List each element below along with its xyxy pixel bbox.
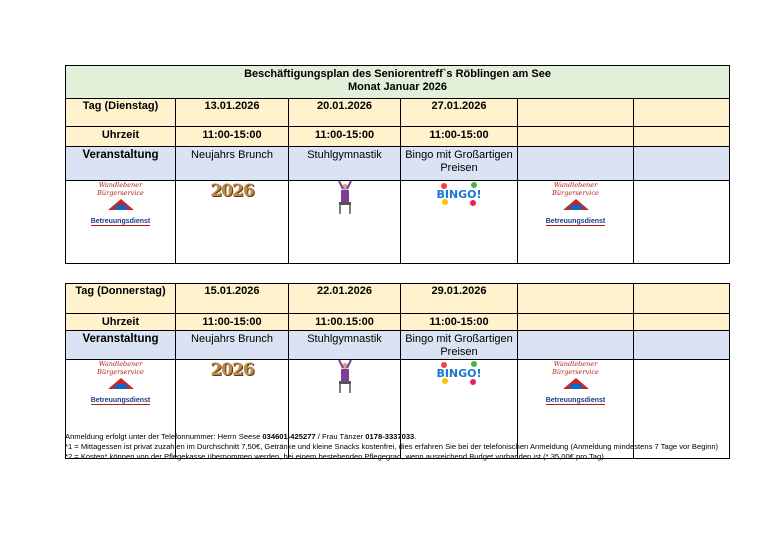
logo-cell	[66, 181, 176, 264]
date-cell: 15.01.2026	[176, 284, 289, 314]
empty-cell	[518, 314, 634, 331]
year-image-cell	[176, 181, 289, 264]
schedule-table-tuesday	[65, 65, 730, 264]
time-cell: 11:00-15:00	[401, 314, 518, 331]
empty-cell	[518, 147, 634, 181]
date-cell: 22.01.2026	[289, 284, 401, 314]
phone-seese: 034601-425277	[262, 432, 316, 441]
house-icon	[561, 376, 591, 390]
bingo-image-cell	[401, 181, 518, 264]
empty-cell	[634, 284, 730, 314]
footnote-2: *2 = Kosten* können von der Pflegekasse übernommen werden, bei einem bestehenden Pflegegrad, wenn ausreichend Budget vorhanden ist (* 35,00€ pro Tag).	[65, 452, 606, 461]
event-label: Veranstaltung	[66, 147, 176, 181]
day-label: Tag (Donnerstag)	[66, 284, 176, 314]
date-cell: 27.01.2026	[401, 99, 518, 127]
empty-cell	[634, 331, 730, 360]
bingo-text: BINGO!	[436, 188, 482, 201]
chair-gymnastics-icon	[335, 181, 355, 215]
logo-cell	[518, 181, 634, 264]
date-cell: 29.01.2026	[401, 284, 518, 314]
phone-taenzer: 0178-3337033	[365, 432, 415, 441]
title-line-1: Beschäftigungsplan des Seniorentreff`s Röblingen am See	[244, 68, 551, 80]
event-cell: Neujahrs Brunch	[176, 147, 289, 181]
house-icon	[106, 197, 136, 211]
footnote-1: *1 = Mittagessen ist privat zuzahlen im Durchschnitt 7,50€, Getränke und kleine Snacks kostenfrei, dies erfahren Sie bei der telefonischen Anmeldung (Anmeldung mindestens 7 Tage vor Beginn)	[65, 442, 719, 451]
time-cell: 11:00-15:00	[401, 127, 518, 147]
time-label: Uhrzeit	[66, 127, 176, 147]
empty-cell	[518, 127, 634, 147]
buergerservice-logo: Wandlebener Bürgerservice Betreuungsdienst	[90, 181, 151, 225]
buergerservice-logo: Wandlebener Bürgerservice Betreuungsdienst	[90, 360, 151, 404]
house-icon	[106, 376, 136, 390]
house-icon	[561, 197, 591, 211]
event-cell: Neujahrs Brunch	[176, 331, 289, 360]
empty-cell	[518, 331, 634, 360]
registration-note: Anmeldung erfolgt unter der Telefonnummer: Herrn Seese 034601-425277 / Frau Tänzer 0178-3337033.	[65, 432, 417, 441]
year-2026-image: 2026	[210, 181, 254, 201]
event-cell: Stuhlgymnastik	[289, 147, 401, 181]
event-cell: Bingo mit Großartigen Preisen	[401, 147, 518, 181]
event-label: Veranstaltung	[66, 331, 176, 360]
empty-cell	[634, 181, 730, 264]
empty-cell	[634, 127, 730, 147]
empty-cell	[634, 314, 730, 331]
date-cell: 13.01.2026	[176, 99, 289, 127]
time-cell: 11:00-15:00	[289, 127, 401, 147]
time-cell: 11:00-15:00	[176, 314, 289, 331]
bingo-icon	[436, 181, 482, 207]
schedule-title	[66, 66, 730, 99]
empty-cell	[634, 99, 730, 127]
day-label: Tag (Dienstag)	[66, 99, 176, 127]
buergerservice-logo: Wandlebener Bürgerservice Betreuungsdienst	[545, 360, 606, 404]
buergerservice-logo: Wandlebener Bürgerservice Betreuungsdienst	[545, 181, 606, 225]
event-cell: Stuhlgymnastik	[289, 331, 401, 360]
empty-cell	[634, 147, 730, 181]
empty-cell	[518, 284, 634, 314]
empty-cell	[518, 99, 634, 127]
chair-gymnastics-icon	[335, 360, 355, 394]
gymnastics-image-cell	[289, 181, 401, 264]
time-cell: 11:00-15:00	[176, 127, 289, 147]
bingo-text: BINGO!	[436, 367, 482, 380]
date-cell: 20.01.2026	[289, 99, 401, 127]
time-label: Uhrzeit	[66, 314, 176, 331]
time-cell: 11:00.15:00	[289, 314, 401, 331]
title-line-2: Monat Januar 2026	[348, 81, 448, 93]
bingo-icon	[436, 360, 482, 386]
year-2026-image: 2026	[210, 360, 254, 380]
event-cell: Bingo mit Großartigen Preisen	[401, 331, 518, 360]
